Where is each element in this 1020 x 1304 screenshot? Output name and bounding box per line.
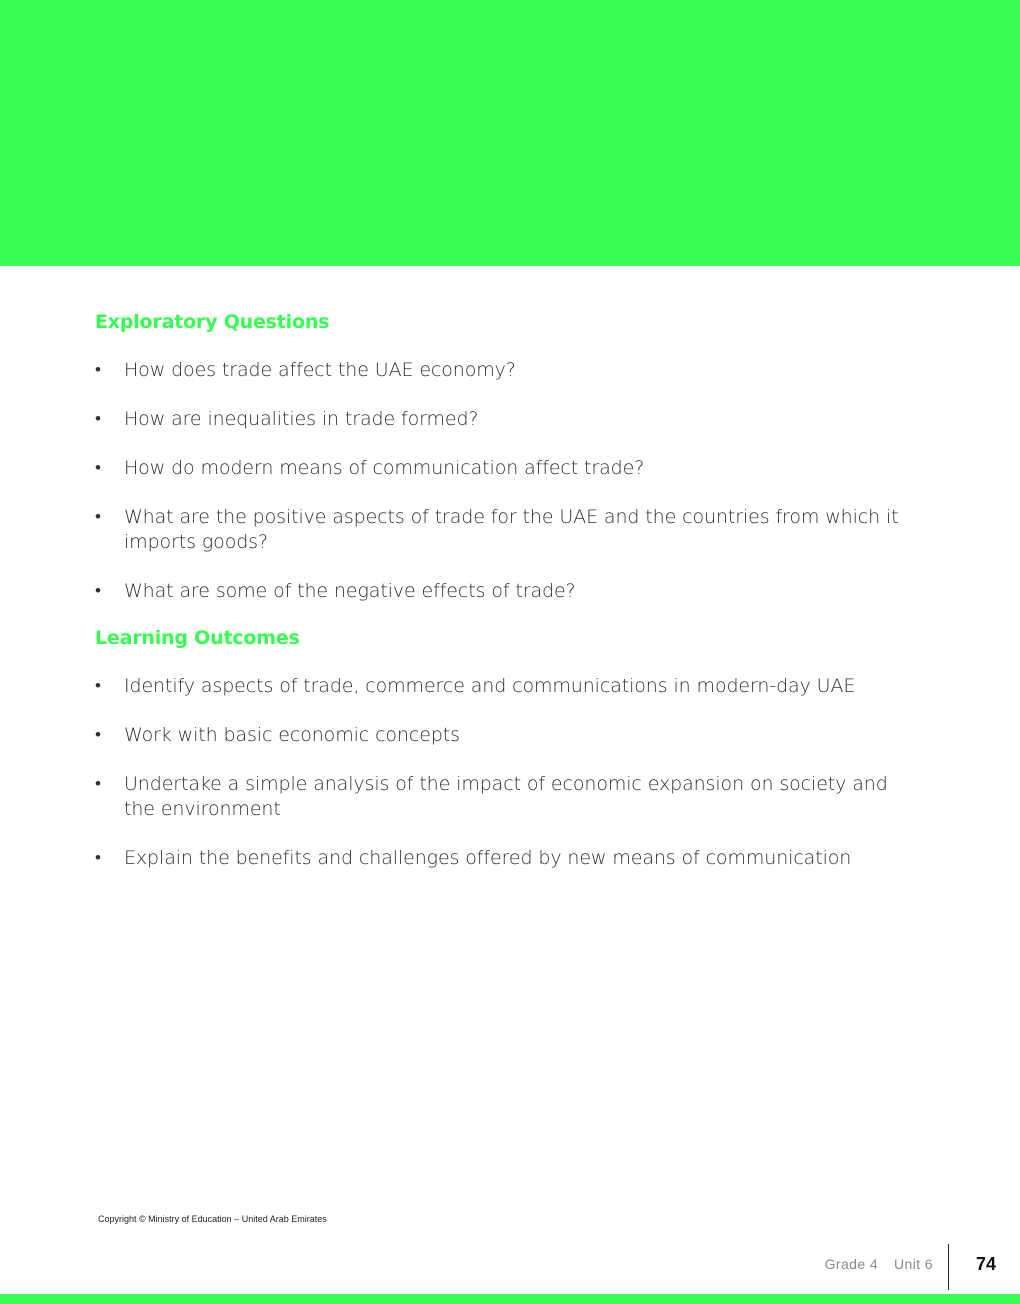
list-item: • What are some of the negative effects of trade? — [95, 580, 576, 602]
page-content — [95, 310, 915, 893]
list-item: • Identify aspects of trade, commerce and communications in modern-day UAE — [95, 675, 856, 697]
grade-label: Grade 4 — [824, 1256, 879, 1272]
footer-divider — [948, 1244, 949, 1290]
bullet-icon: • — [95, 725, 101, 745]
page-number: 74 — [975, 1254, 996, 1274]
bullet-icon: • — [95, 848, 101, 868]
list-item: • What are the positive aspects of trade for the UAE and the countries from which it imports goods? — [95, 506, 899, 553]
bottom-bar — [0, 1294, 1020, 1304]
list-item: • Explain the benefits and challenges offered by new means of communication — [95, 847, 852, 869]
top-banner — [0, 0, 1020, 266]
learning-outcomes-heading: Learning Outcomes — [95, 627, 300, 649]
list-item: • Undertake a simple analysis of the impact of economic expansion on society and the environment — [95, 773, 888, 820]
learning-outcomes-list — [95, 674, 915, 871]
footer-meta — [825, 1256, 933, 1272]
exploratory-questions-list — [95, 358, 915, 604]
bullet-icon: • — [95, 581, 101, 601]
bullet-icon: • — [95, 360, 101, 380]
bullet-icon: • — [95, 458, 101, 478]
bullet-icon: • — [95, 774, 101, 794]
unit-label: Unit 6 — [894, 1256, 933, 1272]
list-item: • How are inequalities in trade formed? — [95, 408, 479, 430]
copyright-notice: Copyright © Ministry of Education – United Arab Emirates — [98, 1214, 327, 1224]
list-item: • How do modern means of communication affect trade? — [95, 457, 645, 479]
bullet-icon: • — [95, 676, 101, 696]
bullet-icon: • — [95, 409, 101, 429]
bullet-icon: • — [95, 507, 101, 527]
list-item: • How does trade affect the UAE economy? — [95, 359, 516, 381]
exploratory-questions-heading: Exploratory Questions — [95, 311, 330, 333]
list-item: • Work with basic economic concepts — [95, 724, 460, 746]
